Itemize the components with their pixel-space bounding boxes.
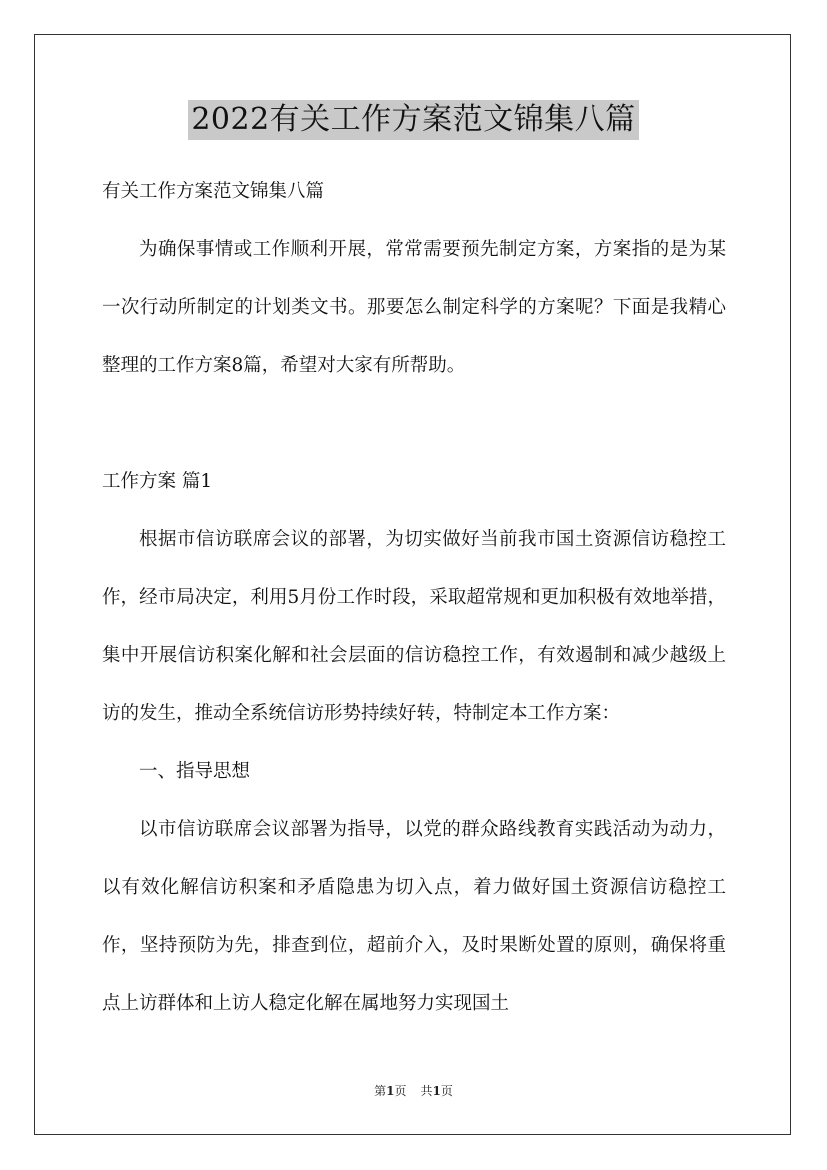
document-subtitle: 有关工作方案范文锦集八篇: [102, 181, 325, 202]
total-pages: 1: [432, 1084, 441, 1098]
total-label-suffix: 页: [440, 1084, 453, 1098]
document-body: [102, 163, 726, 1033]
page-label-prefix: 第: [374, 1084, 387, 1098]
subheading-guiding-ideology: 一、指导思想: [139, 761, 251, 782]
page-footer: [0, 1082, 827, 1100]
section-heading: 工作方案 篇1: [102, 471, 213, 492]
document-title: 2022有关工作方案范文锦集八篇: [188, 100, 638, 140]
page-number: 1: [386, 1084, 395, 1098]
total-label-prefix: 共: [420, 1084, 433, 1098]
page-label-suffix: 页: [394, 1084, 407, 1098]
intro-paragraph: 为确保事情或工作顺利开展，常常需要预先制定方案，方案指的是为某一次行动所制定的计划类文书。那要怎么制定科学的方案呢？下面是我精心整理的工作方案8篇，希望对大家有所帮助。: [102, 239, 726, 376]
section-paragraph-1: 根据市信访联席会议的部署，为切实做好当前我市国土资源信访稳控工作，经市局决定，利用5月份工作时段，采取超常规和更加积极有效地举措，集中开展信访积案化解和社会层面的信访稳控工作，有效遏制和减少越级上访的发生，推动全系统信访形势持续好转，特制定本工作方案：: [102, 529, 726, 724]
title-container: [0, 100, 827, 140]
section-paragraph-2: 以市信访联席会议部署为指导，以党的群众路线教育实践活动为动力，以有效化解信访积案和矛盾隐患为切入点，着力做好国土资源信访稳控工作，坚持预防为先，排查到位，超前介入，及时果断处置的原则，确保将重点上访群体和上访人稳定化解在属地努力实现国土: [102, 819, 726, 1014]
paragraph-gap: [102, 395, 726, 453]
